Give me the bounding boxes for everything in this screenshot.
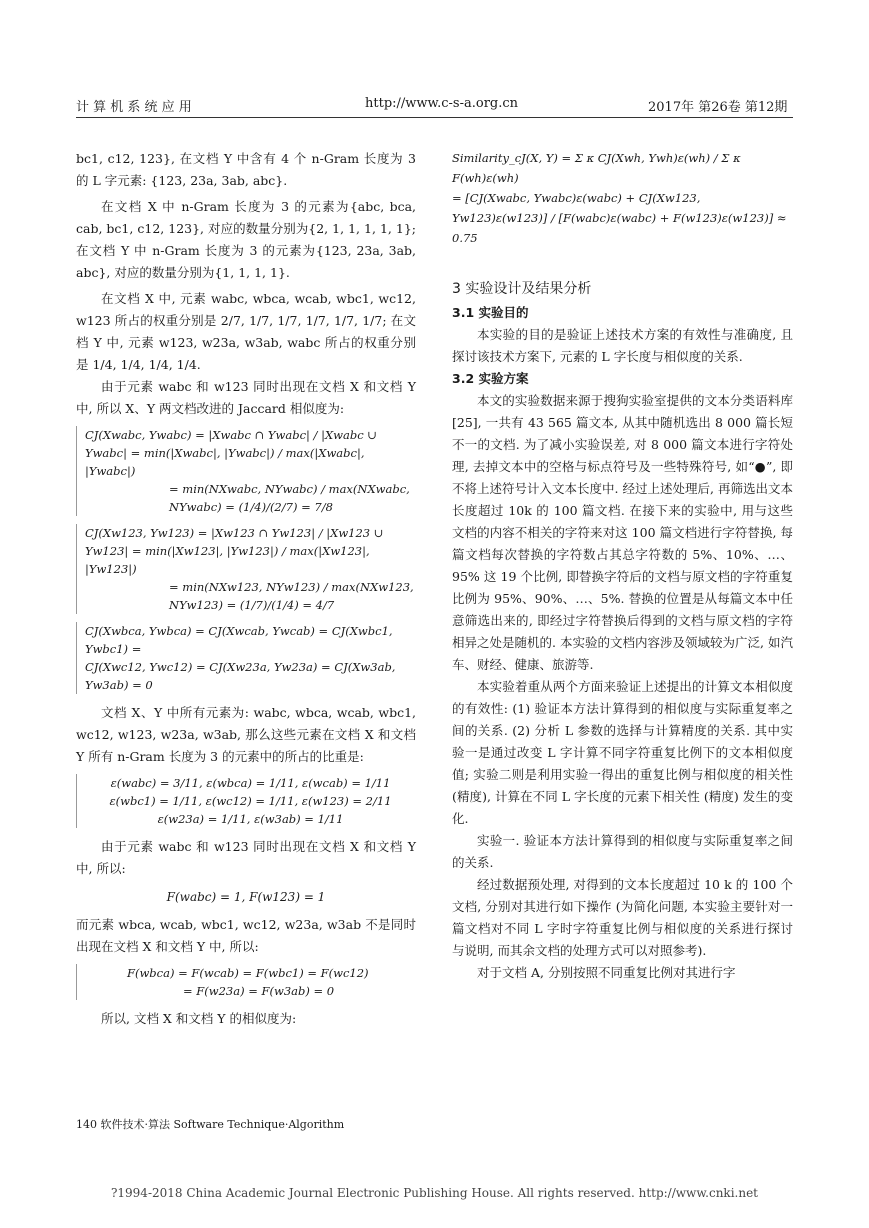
left-column — [76, 148, 416, 1030]
equation-line: ε(w23a) = 1/11, ε(w3ab) = 1/11 — [157, 812, 344, 826]
equation-line: ε(wbc1) = 1/11, ε(wc12) = 1/11, ε(w123) = 2/11 — [109, 794, 392, 808]
equation-line: Similarity_cJ(X, Y) = Σ κ CJ(Xwh, Ywh)ε(wh) / Σ κ F(wh)ε(wh) — [452, 151, 741, 185]
equation-line: CJ(Xwc12, Ywc12) = CJ(Xw23a, Yw23a) = CJ(Xw3ab, Yw3ab) = 0 — [85, 660, 396, 692]
equation-block — [76, 426, 416, 516]
equation-block — [76, 524, 416, 614]
equation-line: = min(NXwabc, NYwabc) / max(NXwabc, NYwabc) = (1/4)/(2/7) = 7/8 — [169, 482, 410, 514]
equation-line: F(wbca) = F(wcab) = F(wbc1) = F(wc12) — [127, 966, 369, 980]
paragraph: 在文档 X 中 n-Gram 长度为 3 的元素为{abc, bca, cab, bc1, c12, 123}, 对应的数量分别为{2, 1, 1, 1, 1, 1}; 在文档 Y 中 n-Gram 长度为 3 的元素为{123, 23a, 3ab, abc}, 对应的数量分别为{1, 1, 1, 1}. — [76, 199, 416, 280]
paragraph: bc1, c12, 123}, 在文档 Y 中含有 4 个 n-Gram 长度为 3 的 L 字元素: {123, 23a, 3ab, abc}. — [76, 151, 416, 188]
journal-url[interactable]: http://www.c-s-a.org.cn — [365, 96, 519, 111]
paragraph: 文档 X、Y 中所有元素为: wabc, wbca, wcab, wbc1, wc12, w123, w23a, w3ab, 那么这些元素在文档 X 和文档 Y 所有 n-Gram 长度为 3 的元素中的所占的比重是: — [76, 705, 416, 764]
paragraph: 由于元素 wabc 和 w123 同时出现在文档 X 和文档 Y 中, 所以 X、Y 两文档改进的 Jaccard 相似度为: — [76, 379, 416, 416]
issue-info: 2017年 第26卷 第12期 — [648, 100, 788, 115]
page-footer: 140 软件技术·算法 Software Technique·Algorithm — [76, 1118, 345, 1131]
equation-block — [76, 622, 416, 694]
paragraph: 所以, 文档 X 和文档 Y 的相似度为: — [101, 1011, 297, 1026]
equation-block — [76, 964, 416, 1000]
equation-line: = F(w23a) = F(w3ab) = 0 — [183, 984, 335, 998]
paragraph: 实验一. 验证本方法计算得到的相似度与实际重复率之间的关系. — [452, 833, 793, 870]
equation-line: ε(wabc) = 3/11, ε(wbca) = 1/11, ε(wcab) = 1/11 — [110, 776, 391, 790]
equation-block — [76, 774, 416, 828]
right-column — [452, 148, 793, 984]
equation-line: CJ(Xw123, Yw123) = |Xw123 ∩ Yw123| / |Xw123 ∪ Yw123| = min(|Xw123|, |Yw123|) / max(|Xw123|, |Yw123|) — [85, 526, 384, 576]
equation-line: = min(NXw123, NYw123) / max(NXw123, NYw123) = (1/7)/(1/4) = 4/7 — [169, 580, 414, 612]
paragraph: 由于元素 wabc 和 w123 同时出现在文档 X 和文档 Y 中, 所以: — [76, 839, 416, 876]
paragraph: 经过数据预处理, 对得到的文本长度超过 10 k 的 100 个文档, 分别对其进行如下操作 (为简化问题, 本实验主要针对一篇文档对不同 L 字时字符重复比例与相似度的关系进行探讨与说明, 而其余文档的处理方式可以对照参考). — [452, 877, 793, 958]
section-heading: 3 实验设计及结果分析 — [452, 281, 592, 297]
equation-line: = [CJ(Xwabc, Ywabc)ε(wabc) + CJ(Xw123, Yw123)ε(w123)] / [F(wabc)ε(wabc) + F(w123)ε(w123)] ≈ 0.75 — [452, 191, 787, 245]
paragraph: 本文的实验数据来源于搜狗实验室提供的文本分类语料库[25], 一共有 43 565 篇文本, 从其中随机选出 8 000 篇长短不一的文档. 为了减小实验误差, 对 8 000 篇文本进行字符处理, 去掉文本中的空格与标点符号及一些特殊符号, 如“●”, 即不将上述符号计入文本长度中. 经过上述处理后, 再筛选出文本长度超过 10k 的 100 篇文档. 在接下来的实验中, 用与这些文档的内容不相关的字符来对这 100 篇文档进行字符替换, 每篇文档每次替换的字符数占其总字符数的 5%、10%、…、95% 这 19 个比例, 即替换字符后的文档与原文档的字符重复比例为 95%、90%、…、5%. 替换的位置是从每篇文本中任意筛选出来的, 即经过字符替换后得到的文档与原文档的字符相异之处是随机的. 本实验的文档内容涉及领域较为广泛, 如汽车、财经、健康、旅游等. — [452, 393, 793, 672]
paragraph: 本实验的目的是验证上述技术方案的有效性与准确度, 且探讨该技术方案下, 元素的 L 字长度与相似度的关系. — [452, 327, 793, 364]
paragraph: 对于文档 A, 分别按照不同重复比例对其进行字 — [477, 965, 736, 980]
copyright-notice: ?1994-2018 China Academic Journal Electronic Publishing House. All rights reserved. http://www.cnki.net — [110, 1186, 759, 1200]
header-rule — [76, 117, 793, 118]
journal-name: 计 算 机 系 统 应 用 — [76, 100, 192, 115]
paragraph: 而元素 wbca, wcab, wbc1, wc12, w23a, w3ab 不是同时出现在文档 X 和文档 Y 中, 所以: — [76, 917, 416, 954]
equation-line: CJ(Xwbca, Ywbca) = CJ(Xwcab, Ywcab) = CJ(Xwbc1, Ywbc1) = — [85, 624, 393, 656]
subsection-heading: 3.1 实验目的 — [452, 305, 529, 320]
paragraph: 本实验着重从两个方面来验证上述提出的计算文本相似度的有效性: (1) 验证本方法计算得到的相似度与实际重复率之间的关系. (2) 分析 L 参数的选择与计算精度的关系. 其中实验一是通过改变 L 字计算不同字符重复比例下的文本相似度值; 实验二则是利用实验一得出的重复比例与相似度的相关性 (精度), 计算在不同 L 字长度的元素下相关性 (精度) 发生的变化. — [452, 679, 793, 826]
paragraph: 在文档 X 中, 元素 wabc, wbca, wcab, wbc1, wc12, w123 所占的权重分别是 2/7, 1/7, 1/7, 1/7, 1/7, 1/7; 在文档 Y 中, 元素 w123, w23a, w3ab, wabc 所占的权重分别是 1/4, 1/4, 1/4, 1/4. — [76, 291, 416, 372]
equation-line: CJ(Xwabc, Ywabc) = |Xwabc ∩ Ywabc| / |Xwabc ∪ Ywabc| = min(|Xwabc|, |Ywabc|) / max(|Xwabc|, |Ywabc|) — [85, 428, 377, 478]
subsection-heading: 3.2 实验方案 — [452, 371, 529, 386]
equation-line: F(wabc) = 1, F(w123) = 1 — [166, 890, 326, 904]
